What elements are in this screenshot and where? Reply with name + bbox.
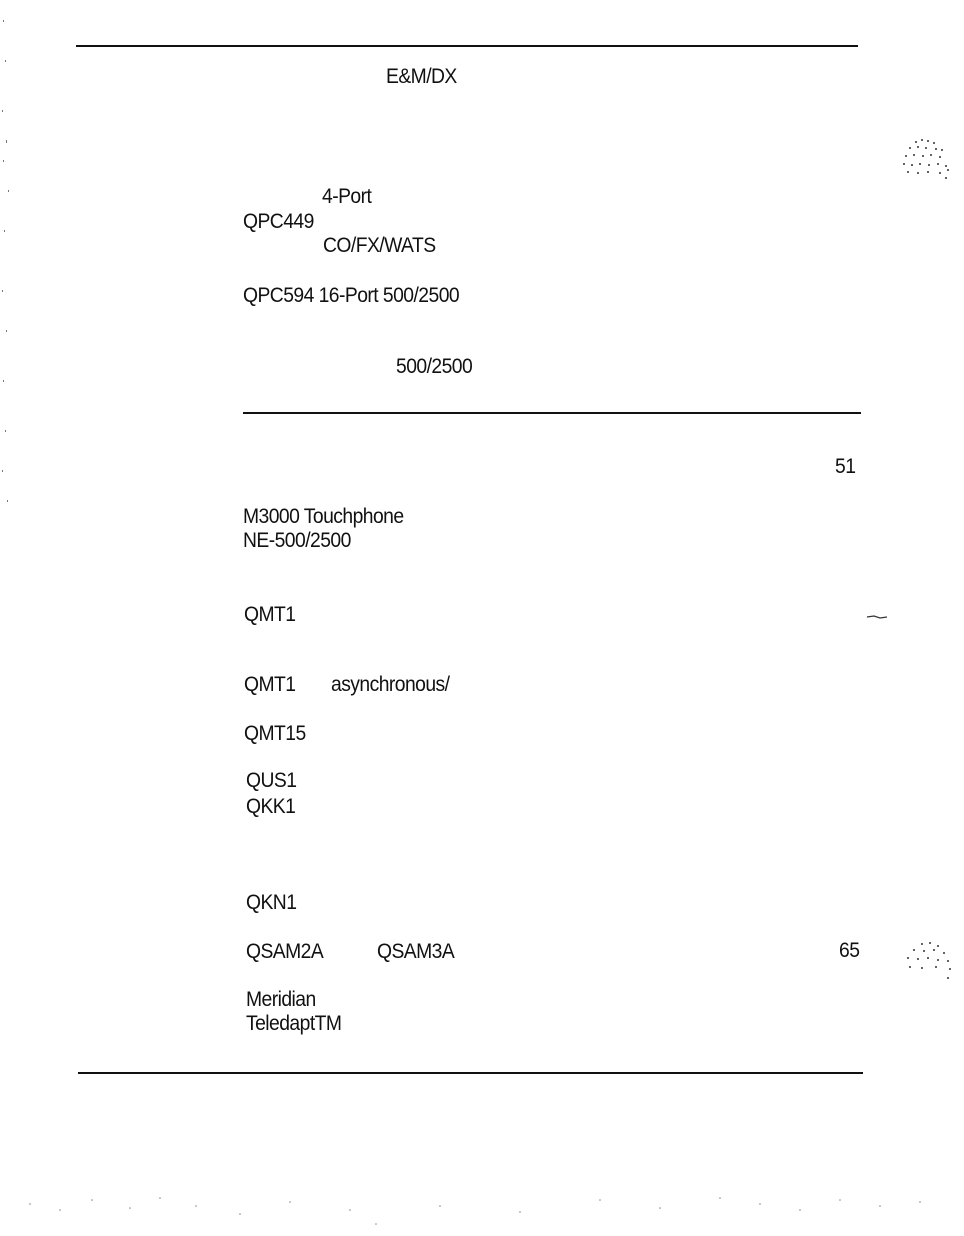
list-item: QKN1 xyxy=(246,891,297,914)
section-heading: E&M/DX xyxy=(386,65,457,88)
scan-speckle-left-margin xyxy=(0,0,14,520)
bottom-rule xyxy=(78,1072,863,1074)
list-item: 4-Port xyxy=(322,185,372,208)
middle-rule xyxy=(243,412,861,414)
scan-speckle-bottom-edge xyxy=(0,1180,964,1236)
list-item: QSAM3A xyxy=(377,940,455,963)
list-item: TeledaptTM xyxy=(246,1012,342,1035)
list-item: QMT15 xyxy=(244,722,306,745)
scan-speckle-bottom-right xyxy=(900,938,954,986)
list-item: QKK1 xyxy=(246,795,296,818)
page-number: 51 xyxy=(835,455,856,478)
top-rule xyxy=(76,45,858,47)
list-item: QMT1 xyxy=(244,603,296,626)
list-item: CO/FX/WATS xyxy=(323,234,436,257)
page-number: 65 xyxy=(839,939,860,962)
scan-speckle-top-right xyxy=(896,134,952,184)
list-item: Meridian xyxy=(246,988,316,1011)
list-item: M3000 Touchphone xyxy=(243,505,404,528)
list-item: QSAM2A xyxy=(246,940,324,963)
list-item: QPC449 xyxy=(243,210,314,233)
list-item: NE-500/2500 xyxy=(243,529,351,552)
list-item: asynchronous/ xyxy=(331,673,450,696)
list-item: QPC594 16-Port 500/2500 xyxy=(243,284,460,307)
list-item: QMT1 xyxy=(244,673,296,696)
list-item: 500/2500 xyxy=(396,355,473,378)
scan-mark xyxy=(866,614,888,620)
list-item: QUS1 xyxy=(246,769,297,792)
